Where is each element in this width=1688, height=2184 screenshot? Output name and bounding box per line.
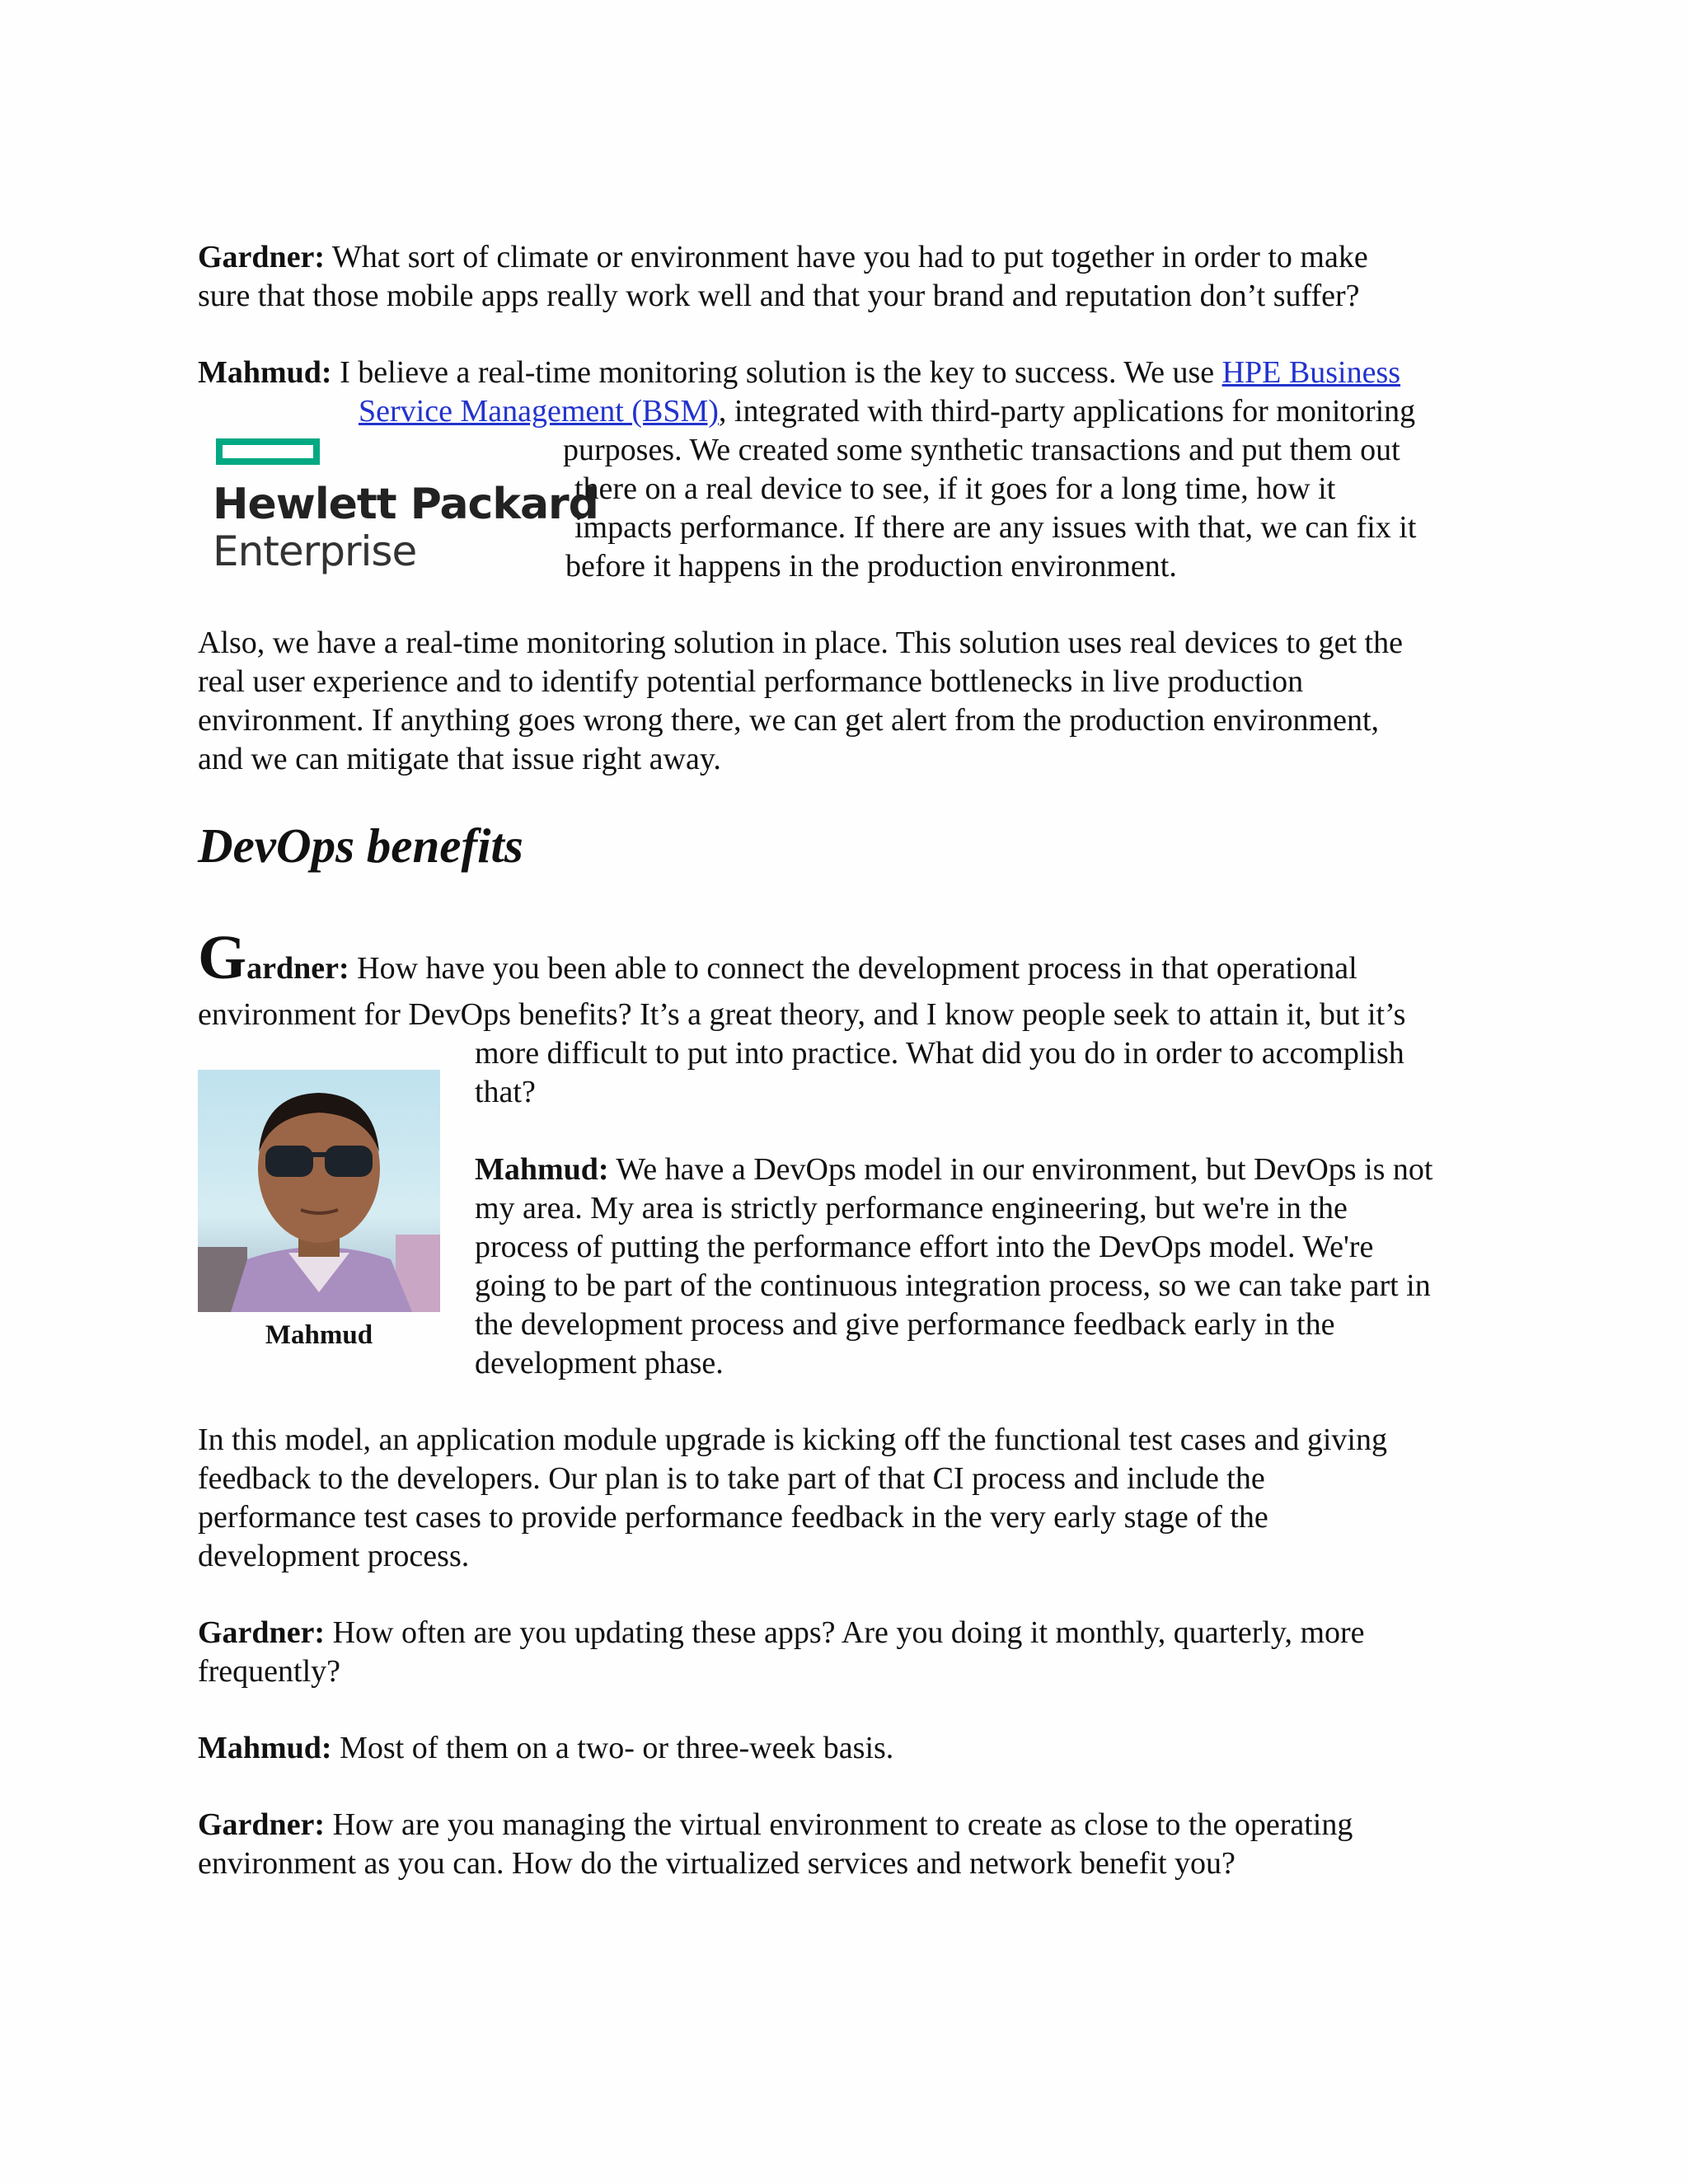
a1-line-1: Mahmud: I believe a real-time monitoring solution is the key to success. We use HPE Business xyxy=(198,355,1401,390)
p2-line-3: environment. If anything goes wrong there, we can get alert from the production environment, xyxy=(198,703,1379,738)
a2-line-6: development phase. xyxy=(475,1346,724,1380)
p2-line-2: real user experience and to identify potential performance bottlenecks in live production xyxy=(198,664,1304,699)
p3-line-3: performance test cases to provide performance feedback in the very early stage of the xyxy=(198,1500,1268,1535)
q3-line-1: Gardner: How often are you updating these apps? Are you doing it monthly, quarterly, more xyxy=(198,1615,1365,1650)
a1-line-5: impacts performance. If there are any issues with that, we can fix it xyxy=(574,510,1417,545)
a2-line-5: the development process and give performance feedback early in the xyxy=(475,1307,1335,1342)
a1-line-6: before it happens in the production environment. xyxy=(565,549,1177,583)
q1-line-2: sure that those mobile apps really work well and that your brand and reputation don’t suffer? xyxy=(198,279,1360,313)
q4-line-2: environment as you can. How do the virtualized services and network benefit you? xyxy=(198,1846,1236,1881)
q1-line-1: Gardner: What sort of climate or environment have you had to put together in order to make xyxy=(198,240,1368,274)
bsm-link[interactable]: HPE Business xyxy=(1221,355,1401,390)
speaker-mahmud: Mahmud: xyxy=(198,1731,332,1765)
bsm-link-continued[interactable]: Service Management (BSM) xyxy=(359,394,719,429)
a2-line-1: Mahmud: We have a DevOps model in our environment, but DevOps is not xyxy=(475,1152,1433,1187)
section-heading: DevOps benefits xyxy=(198,818,523,873)
a2-line-2: my area. My area is strictly performance engineering, but we're in the xyxy=(475,1191,1348,1226)
hpe-logo xyxy=(213,437,598,577)
hpe-logo-word-2: Enterprise xyxy=(213,527,417,575)
portrait-illustration xyxy=(198,1070,440,1312)
speaker-mahmud: Mahmud: xyxy=(475,1152,609,1187)
a1-line-2: Service Management (BSM), integrated with third-party applications for monitoring xyxy=(359,394,1416,429)
a1-line-3: purposes. We created some synthetic transactions and put them out xyxy=(563,433,1400,467)
speaker-gardner: Gardner: xyxy=(198,240,326,274)
p3-line-2: feedback to the developers. Our plan is to take part of that CI process and include the xyxy=(198,1461,1265,1496)
speaker-gardner: Gardner: xyxy=(198,1615,326,1650)
mahmud-portrait-photo xyxy=(198,1070,440,1312)
dropcap-letter: G xyxy=(198,923,247,992)
a1-line-4: there on a real device to see, if it goes for a long time, how it xyxy=(574,471,1336,506)
hpe-logo-word-1: Hewlett Packard xyxy=(213,480,598,529)
speaker-gardner: Gardner: xyxy=(198,1807,326,1842)
speaker-mahmud: Mahmud: xyxy=(198,355,332,390)
a2-line-4: going to be part of the continuous integration process, so we can take part in xyxy=(475,1268,1431,1303)
hpe-logo-bar-icon xyxy=(216,438,320,465)
p2-line-1: Also, we have a real-time monitoring solution in place. This solution uses real devices to get the xyxy=(198,626,1403,660)
a3-line-1: Mahmud: Most of them on a two- or three-week basis. xyxy=(198,1731,894,1765)
speaker-gardner-dropcap: Gardner: xyxy=(198,923,349,992)
q3-line-2: frequently? xyxy=(198,1654,341,1689)
p3-line-4: development process. xyxy=(198,1539,470,1573)
photo-caption: Mahmud xyxy=(265,1320,373,1350)
a2-line-3: process of putting the performance effort into the DevOps model. We're xyxy=(475,1230,1374,1264)
q2-line-1: Gardner: How have you been able to connect the development process in that operational xyxy=(198,923,1357,992)
q2-line-4: that? xyxy=(475,1075,536,1109)
p3-line-1: In this model, an application module upgrade is kicking off the functional test cases and giving xyxy=(198,1422,1387,1457)
p2-line-4: and we can mitigate that issue right away. xyxy=(198,742,721,776)
q4-line-1: Gardner: How are you managing the virtual environment to create as close to the operating xyxy=(198,1807,1353,1842)
q2-line-3: more difficult to put into practice. What did you do in order to accomplish xyxy=(475,1036,1404,1071)
q2-line-2: environment for DevOps benefits? It’s a great theory, and I know people seek to attain it, but it’s xyxy=(198,997,1406,1032)
